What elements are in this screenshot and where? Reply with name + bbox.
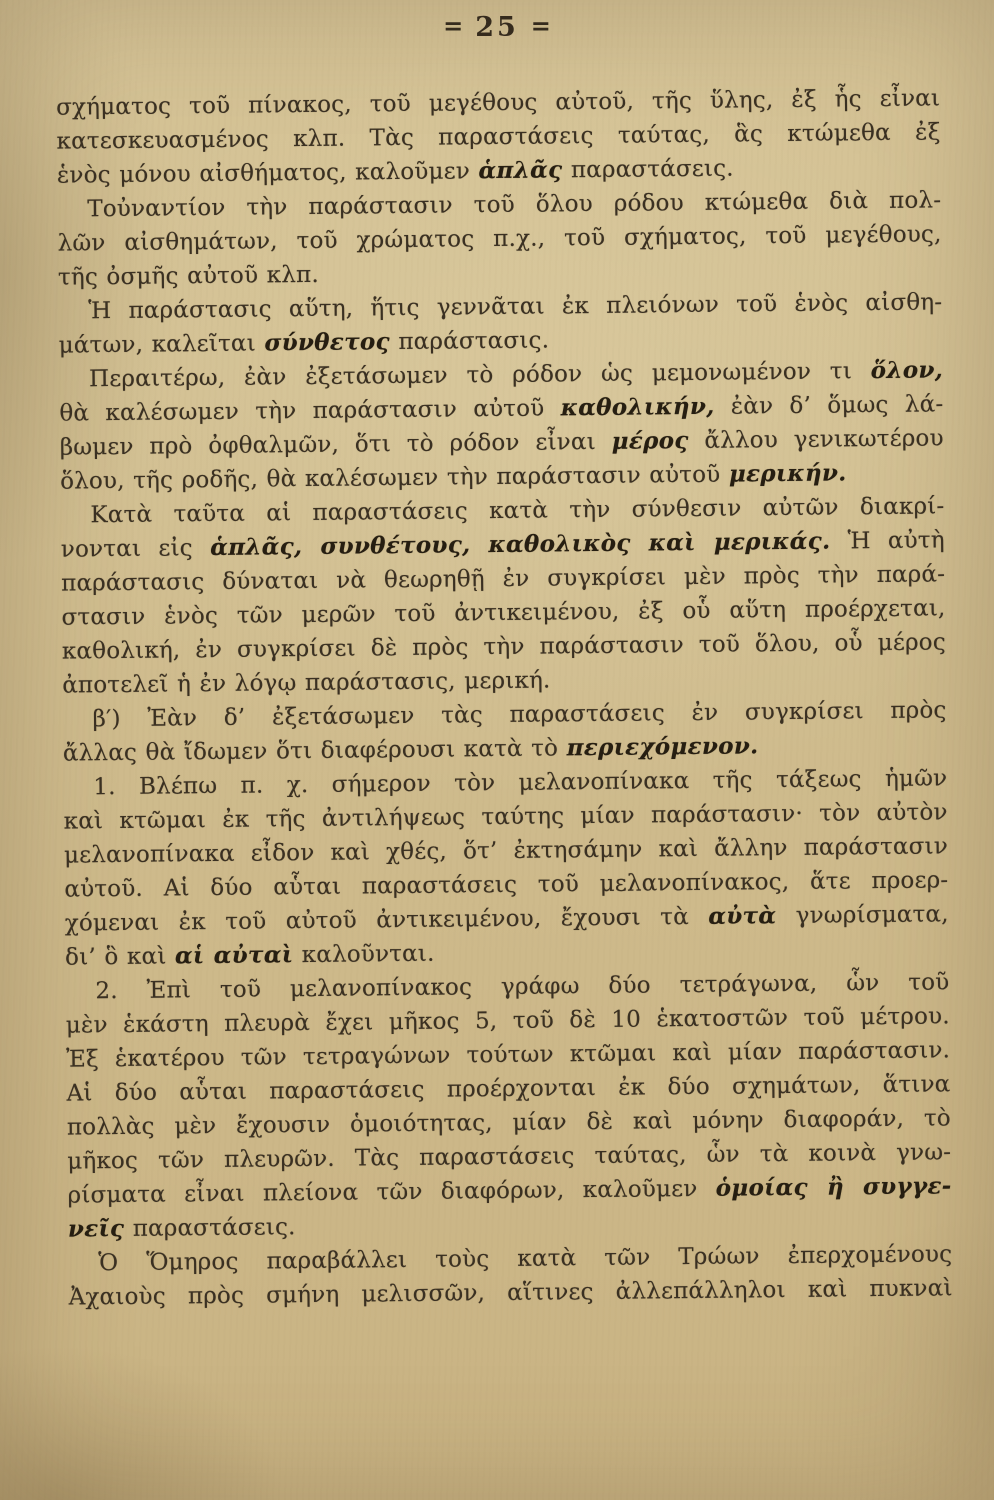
text-segment: τῆς ὀσμῆς αὐτοῦ κλπ.: [57, 261, 320, 291]
text-segment: παραστάσεις.: [124, 1214, 296, 1242]
text-segment: Ἡ παράστασις αὕτη, ἥτις γεννᾶται ἐκ πλειόνων τοῦ ἑνὸς αἰσθη-: [88, 289, 943, 325]
header-ornament-right: =: [530, 11, 551, 40]
text-segment: αὐτοῦ. Αἱ δύο αὗται παραστάσεις τοῦ μελανοπίνακος, ἅτε προερ-: [64, 867, 949, 903]
text-segment: παράστασις.: [389, 327, 550, 356]
text-segment: 2. Ἐπὶ τοῦ μελανοπίνακος γράφω δύο τετράγωνα, ὧν τοῦ: [95, 969, 950, 1005]
paragraph: [65, 965, 952, 1246]
paragraph: [59, 353, 944, 498]
text-segment: Περαιτέρω, ἐὰν ἐξετάσωμεν τὸ ρόδον ὡς μεμονωμένον τι: [88, 358, 871, 393]
text-segment: μελανοπίνακα εἶδον καὶ χθές, ὅτ’ ἐκτησάμην καὶ ἄλλην παράστασιν: [63, 833, 949, 869]
text-segment: ἄλλου γενικωτέρου: [688, 425, 944, 455]
text-segment: λῶν αἰσθημάτων, τοῦ χρώματος π.χ., τοῦ σχήματος, τοῦ μεγέθους,: [57, 221, 942, 257]
page-header: [0, 12, 994, 43]
emphasized-text: αὐτὰ: [708, 902, 777, 930]
text-block: [56, 81, 953, 1314]
text-segment: 1. Βλέπω π. χ. σήμερον τὸν μελανοπίνακα τῆς τάξεως ἡμῶν: [93, 765, 948, 801]
paragraph: [62, 693, 947, 770]
text-segment: μῆκος τῶν πλευρῶν. Τὰς παραστάσεις ταύτας, ὧν τὰ κοινὰ γνω-: [67, 1139, 952, 1175]
text-segment: δι’ ὃ καὶ: [64, 943, 176, 971]
text-segment: Ἀχαιοὺς πρὸς σμήνη μελισσῶν, αἵτινες ἀλλεπάλληλοι καὶ πυκναὶ: [68, 1275, 953, 1311]
paragraph: [60, 489, 946, 702]
text-segment: Αἱ δύο αὗται παραστάσεις προέρχονται ἐκ δύο σχημάτων, ἅτινα: [66, 1071, 951, 1107]
text-segment: καὶ κτῶμαι ἐκ τῆς ἀντιλήψεως ταύτης μίαν παράστασιν· τὸν αὐτὸν: [63, 799, 948, 835]
text-segment: σχήματος τοῦ πίνακος, τοῦ μεγέθους αὐτοῦ, τῆς ὕλης, ἐξ ἧς εἶναι: [56, 85, 941, 121]
text-segment: ἄλλας θὰ ἴδωμεν ὅτι διαφέρουσι κατὰ τὸ: [62, 735, 567, 767]
text-segment: ὅλου, τῆς ροδῆς, θὰ καλέσωμεν τὴν παράστασιν αὐτοῦ: [59, 461, 730, 495]
emphasized-text: μέρος: [611, 427, 689, 455]
text-segment: μάτων, καλεῖται: [58, 330, 265, 359]
text-segment: παραστάσεις.: [562, 155, 734, 184]
text-segment: γνωρίσματα,: [776, 901, 949, 930]
text-segment: κατεσκευασμένος κλπ. Τὰς παραστάσεις ταύτας, ἃς κτώμεθα ἐξ: [56, 119, 941, 155]
text-segment: θὰ καλέσωμεν τὴν παράστασιν αὐτοῦ: [59, 395, 561, 427]
emphasized-text: ὅλον,: [870, 356, 944, 385]
paragraph: [63, 761, 949, 974]
text-segment: στασιν ἑνὸς τῶν μερῶν τοῦ ἀντικειμένου, ἐξ οὗ αὕτη προέρχεται,: [61, 595, 946, 631]
text-segment: ρίσματα εἶναι πλείονα τῶν διαφόρων, καλοῦμεν: [67, 1175, 716, 1209]
emphasized-text: ἁπλᾶς: [478, 156, 563, 185]
text-segment: β′) Ἐὰν δ’ ἐξετάσωμεν τὰς παραστάσεις ἐν συγκρίσει πρὸς: [92, 697, 947, 733]
text-segment: ἐὰν δ’ ὅμως λά-: [714, 391, 944, 420]
text-segment: Ἡ αὐτὴ: [830, 527, 945, 555]
emphasized-text: ὁμοίας ἢ συγγε-: [715, 1172, 952, 1202]
text-segment: βωμεν πρὸ ὀφθαλμῶν, ὅτι τὸ ρόδον εἶναι: [59, 428, 612, 461]
paragraph: [56, 81, 941, 192]
text-segment: παράστασις δύναται νὰ θεωρηθῇ ἐν συγκρίσει μὲν πρὸς τὴν παρά-: [61, 561, 946, 597]
text-segment: ἑνὸς μόνου αἰσθήματος, καλοῦμεν: [56, 158, 479, 189]
emphasized-text: ἁπλᾶς, συνθέτους, καθολικὸς καὶ μερικάς.: [209, 527, 831, 562]
emphasized-text: σύνθετος: [264, 328, 390, 357]
text-segment: μὲν ἑκάστη πλευρὰ ἔχει μῆκος 5, τοῦ δὲ 10 ἑκατοστῶν τοῦ μέτρου.: [65, 1003, 950, 1039]
header-ornament-left: =: [443, 11, 464, 40]
emphasized-text: καθολικήν,: [560, 392, 715, 422]
paragraph: [57, 183, 942, 294]
text-segment: Ὁ Ὅμηρος παραβάλλει τοὺς κατὰ τῶν Τρώων ἐπερχομένους: [98, 1241, 953, 1277]
text-segment: πολλὰς μὲν ἔχουσιν ὁμοιότητας, μίαν δὲ καὶ μόνην διαφοράν, τὸ: [66, 1105, 951, 1141]
emphasized-text: μερικήν.: [728, 459, 847, 488]
emphasized-text: περιεχόμενον.: [566, 732, 759, 762]
text-segment: καλοῦνται.: [293, 940, 435, 969]
paragraph: [68, 1237, 953, 1314]
text-segment: Κατὰ ταῦτα αἱ παραστάσεις κατὰ τὴν σύνθεσιν αὐτῶν διακρί-: [90, 493, 945, 529]
text-segment: Ἐξ ἑκατέρου τῶν τετραγώνων τούτων κτῶμαι καὶ μίαν παράστασιν.: [66, 1037, 951, 1073]
emphasized-text: νεῖς: [67, 1214, 125, 1243]
text-segment: νονται εἰς: [60, 535, 211, 563]
emphasized-text: αἱ αὐταὶ: [174, 941, 294, 970]
text-segment: Τοὐναντίον τὴν παράστασιν τοῦ ὅλου ρόδου κτώμεθα διὰ πολ-: [87, 187, 942, 223]
text-segment: ἀποτελεῖ ἡ ἐν λόγῳ παράστασις, μερική.: [62, 667, 551, 699]
text-segment: καθολική, ἐν συγκρίσει δὲ πρὸς τὴν παράστασιν τοῦ ὅλου, οὗ μέρος: [61, 629, 946, 665]
text-segment: χόμεναι ἐκ τοῦ αὐτοῦ ἀντικειμένου, ἔχουσι τὰ: [64, 903, 709, 937]
paragraph: [58, 285, 943, 362]
page-number: 25: [475, 12, 519, 43]
